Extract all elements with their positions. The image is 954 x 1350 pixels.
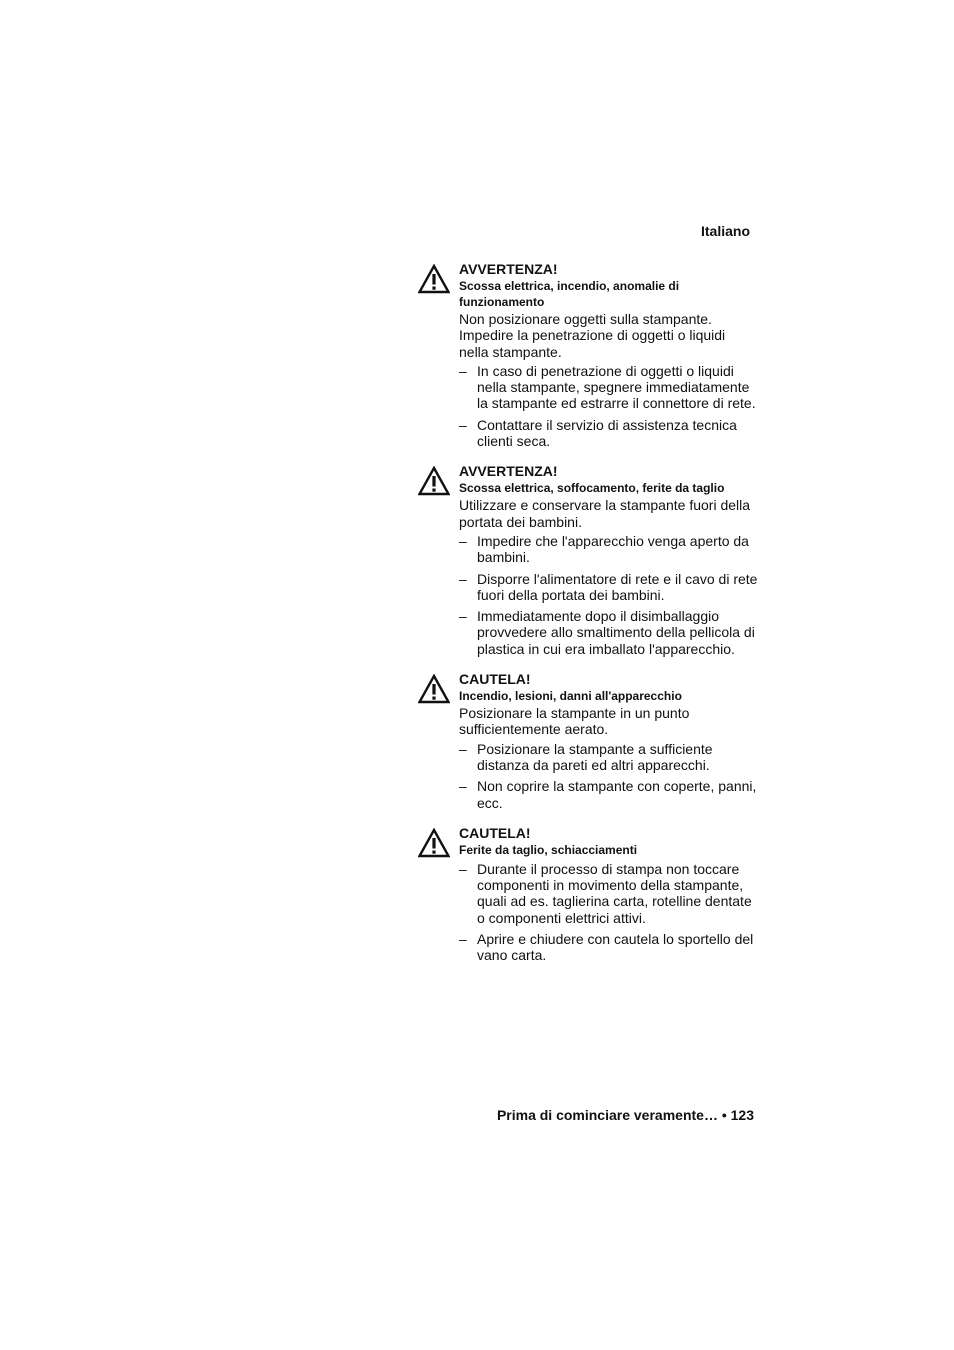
list-item <box>459 778 758 811</box>
list-item <box>459 363 758 412</box>
bullet-text: Contattare il servizio di assistenza tecnica clienti seca. <box>477 416 737 450</box>
bullet-dash: – <box>459 416 467 433</box>
caution-bullet-list <box>459 741 758 811</box>
caution-block <box>418 825 758 964</box>
bullet-text: Immediatamente dopo il disimballaggio provvedere allo smaltimento della pellicola di plastica in cui era imballato l'apparecchio. <box>477 608 755 657</box>
caution-intro: Posizionare la stampante in un punto sufficientemente aerato. <box>459 705 690 738</box>
warning-intro: Utilizzare e conservare la stampante fuori della portata dei bambini. <box>459 497 751 530</box>
bullet-text: Durante il processo di stampa non toccare componenti in movimento della stampante, quali ad es. taglierina carta, rotelline dentate o componenti elettrici attivi. <box>477 860 752 926</box>
header-language: Italiano <box>700 223 750 239</box>
warning-title: AVVERTENZA! <box>459 463 558 480</box>
bullet-dash: – <box>459 608 467 625</box>
page-footer <box>497 1106 754 1124</box>
caution-bullet-list <box>459 861 758 964</box>
bullet-text: In caso di penetrazione di oggetti o liquidi nella stampante, spegnere immediatamente la stampante ed estrarre il connettore di rete. <box>477 362 756 412</box>
caution-title: CAUTELA! <box>459 671 531 688</box>
warning-block <box>418 463 758 657</box>
bullet-text: Impedire che l'apparecchio venga aperto da bambini. <box>477 532 749 566</box>
list-item <box>459 931 758 964</box>
warning-title: AVVERTENZA! <box>459 261 558 277</box>
caution-block <box>418 671 758 811</box>
warning-subtitle: Scossa elettrica, incendio, anomalie di funzionamento <box>459 279 680 309</box>
footer-separator: • <box>721 1107 727 1123</box>
bullet-text: Disporre l'alimentatore di rete e il cavo di rete fuori della portata dei bambini. <box>477 570 758 603</box>
safety-content <box>418 261 758 978</box>
bullet-dash: – <box>459 931 467 948</box>
bullet-text: Aprire e chiudere con cautela lo sportello del vano carta. <box>477 931 754 964</box>
bullet-text: Non coprire la stampante con coperte, panni, ecc. <box>477 778 757 811</box>
list-item <box>459 608 758 657</box>
list-item <box>459 741 758 774</box>
warning-subtitle: Scossa elettrica, soffocamento, ferite da taglio <box>459 481 725 496</box>
list-item <box>459 533 758 566</box>
warning-triangle-icon <box>418 828 450 858</box>
warning-bullet-list <box>459 363 758 449</box>
bullet-text: Posizionare la stampante a sufficiente distanza da pareti ed altri apparecchi. <box>477 740 713 773</box>
warning-triangle-icon <box>418 674 450 704</box>
list-item <box>459 571 758 604</box>
warning-block <box>418 261 758 449</box>
bullet-dash: – <box>459 860 467 877</box>
warning-triangle-icon <box>418 466 450 496</box>
page-number: 123 <box>730 1107 754 1123</box>
list-item <box>459 417 758 450</box>
warning-bullet-list <box>459 533 758 657</box>
bullet-dash: – <box>459 532 467 549</box>
warning-intro: Non posizionare oggetti sulla stampante. Impedire la penetrazione di oggetti o liquidi nella stampante. <box>459 311 726 360</box>
caution-title: CAUTELA! <box>459 824 531 841</box>
bullet-dash: – <box>459 362 467 379</box>
bullet-dash: – <box>459 778 467 795</box>
bullet-dash: – <box>459 570 467 587</box>
list-item <box>459 861 758 926</box>
bullet-dash: – <box>459 740 467 757</box>
footer-section-title: Prima di cominciare veramente… <box>496 1107 718 1123</box>
caution-subtitle: Incendio, lesioni, danni all'apparecchio <box>459 689 682 704</box>
warning-triangle-icon <box>418 264 450 294</box>
caution-subtitle: Ferite da taglio, schiacciamenti <box>459 842 638 857</box>
